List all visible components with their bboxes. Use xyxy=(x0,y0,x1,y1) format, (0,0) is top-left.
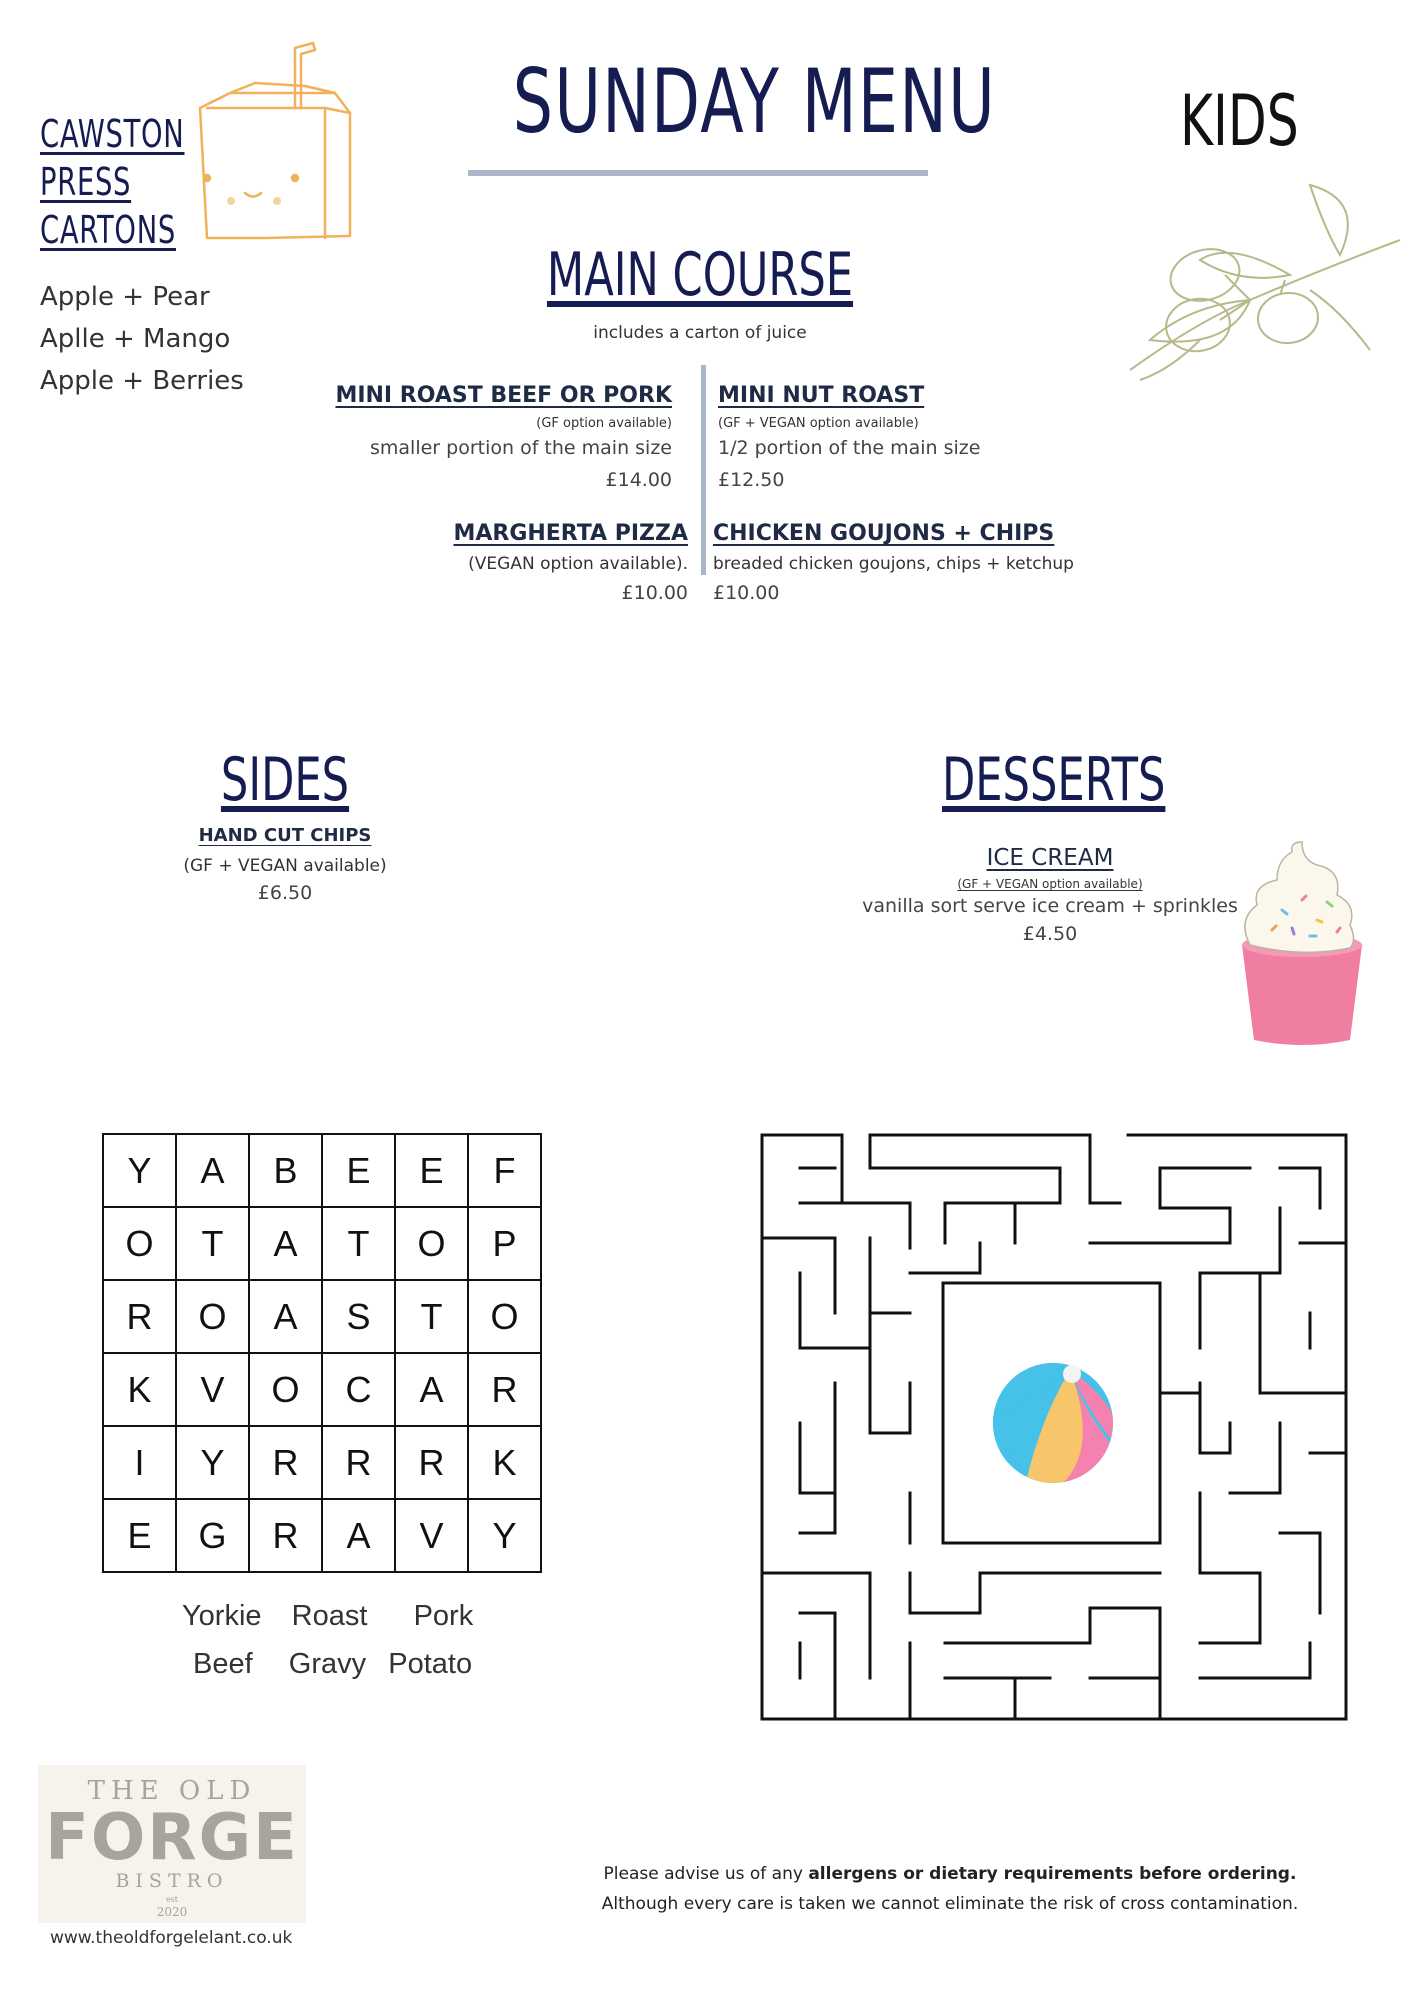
beach-ball-icon xyxy=(990,1360,1116,1486)
word-search-cell[interactable]: E xyxy=(395,1134,468,1207)
desserts-title-wrap xyxy=(900,745,1200,815)
word-search-cell[interactable]: Y xyxy=(103,1134,176,1207)
menu-item-goujons xyxy=(713,521,1133,604)
menu-item-roast xyxy=(260,383,672,491)
word-search-row xyxy=(103,1134,541,1207)
word-list-row-2 xyxy=(193,1648,472,1681)
sides-item-name: HAND CUT CHIPS xyxy=(198,825,372,846)
word-list-item: Beef xyxy=(193,1648,253,1680)
word-search-row xyxy=(103,1207,541,1280)
menu-item-desc: 1/2 portion of the main size xyxy=(718,437,981,459)
allergen-notice-line1 xyxy=(560,1859,1340,1889)
menu-item-name: MINI ROAST BEEF OR PORK xyxy=(335,383,672,408)
ice-cream-icon xyxy=(1232,840,1372,1045)
menu-item-name: CHICKEN GOUJONS + CHIPS xyxy=(713,521,1055,546)
word-search-cell[interactable]: G xyxy=(176,1499,249,1572)
menu-item-price: £10.00 xyxy=(713,582,780,604)
desserts-item-note: (GF + VEGAN option available) xyxy=(957,877,1143,891)
word-list-item: Yorkie xyxy=(182,1600,262,1632)
allergen-notice xyxy=(560,1859,1340,1919)
word-search-cell[interactable]: R xyxy=(395,1426,468,1499)
word-list-item: Potato xyxy=(388,1648,473,1680)
logo-est: est xyxy=(165,1895,179,1904)
menu-item-nut-roast xyxy=(718,383,1118,491)
menu-item-name: MARGHERTA PIZZA xyxy=(453,521,688,546)
word-search-cell[interactable]: O xyxy=(249,1353,322,1426)
word-search-cell[interactable]: K xyxy=(103,1353,176,1426)
menu-item-note: (GF option available) xyxy=(536,416,672,431)
allergen-notice-prefix: Please advise us of any xyxy=(603,1864,809,1884)
word-list-item: Roast xyxy=(291,1600,368,1632)
logo-line1: THE OLD xyxy=(87,1776,257,1806)
word-search-cell[interactable]: K xyxy=(468,1426,541,1499)
word-list-item: Pork xyxy=(413,1600,474,1632)
word-search-cell[interactable]: R xyxy=(468,1353,541,1426)
menu-item-price: £10.00 xyxy=(621,582,688,604)
logo-line3: BISTRO xyxy=(115,1870,229,1892)
word-search-cell[interactable]: A xyxy=(249,1207,322,1280)
desserts-item-price: £4.50 xyxy=(1022,923,1078,945)
word-search-cell[interactable]: O xyxy=(468,1280,541,1353)
word-search-cell[interactable]: V xyxy=(176,1353,249,1426)
olive-branch-icon xyxy=(1110,180,1410,390)
word-list-item: Gravy xyxy=(288,1648,367,1680)
menu-item-note: breaded chicken goujons, chips + ketchup xyxy=(713,554,1074,574)
word-search-row xyxy=(103,1499,541,1572)
word-search-cell[interactable]: T xyxy=(322,1207,395,1280)
word-search-cell[interactable]: T xyxy=(395,1280,468,1353)
page-title: SUNDAY MENU xyxy=(512,50,997,153)
title-underline xyxy=(468,170,928,176)
word-search-cell[interactable]: O xyxy=(103,1207,176,1280)
drink-item: Aplle + Mango xyxy=(40,324,231,354)
word-search-cell[interactable]: R xyxy=(322,1426,395,1499)
word-search-cell[interactable]: P xyxy=(468,1207,541,1280)
menu-item-note: (GF + VEGAN option available) xyxy=(718,416,919,431)
desserts-item-desc: vanilla sort serve ice cream + sprinkles xyxy=(862,895,1238,917)
menu-item-desc: smaller portion of the main size xyxy=(369,437,672,459)
logo-mark xyxy=(38,1765,306,1923)
drinks-title-line: PRESS xyxy=(40,160,132,204)
sides-title-wrap xyxy=(150,745,420,815)
drinks-title-line: CAWSTON xyxy=(40,112,185,156)
desserts-title: DESSERTS xyxy=(942,745,1166,815)
word-search-row xyxy=(103,1353,541,1426)
sides-item-note: (GF + VEGAN available) xyxy=(183,856,387,876)
drink-item: Apple + Berries xyxy=(40,366,244,396)
desserts-item-name: ICE CREAM xyxy=(986,845,1114,871)
menu-item-pizza xyxy=(290,521,688,604)
menu-item-note: (VEGAN option available). xyxy=(468,554,688,574)
logo-year: 2020 xyxy=(156,1905,188,1919)
word-search-cell[interactable]: Y xyxy=(176,1426,249,1499)
allergen-notice-bold: allergens or dietary requirements before ordering. xyxy=(808,1864,1297,1884)
main-course-header xyxy=(440,240,960,310)
word-search-cell[interactable]: V xyxy=(395,1499,468,1572)
juice-carton-icon xyxy=(195,38,360,243)
drinks-list xyxy=(40,276,244,402)
word-search-cell[interactable]: A xyxy=(249,1280,322,1353)
word-search-cell[interactable]: O xyxy=(395,1207,468,1280)
menu-item-price: £12.50 xyxy=(718,469,785,491)
word-search-grid xyxy=(102,1133,542,1573)
main-course-subtitle: includes a carton of juice xyxy=(593,323,807,343)
word-search-cell[interactable]: A xyxy=(322,1499,395,1572)
allergen-notice-line2: Although every care is taken we cannot eliminate the risk of cross contamination. xyxy=(601,1894,1299,1914)
word-search-cell[interactable]: S xyxy=(322,1280,395,1353)
sides-item-price: £6.50 xyxy=(257,882,313,904)
drinks-title-line: CARTONS xyxy=(40,208,176,252)
logo-line2: FORGE xyxy=(45,1801,299,1875)
word-list-row-1 xyxy=(182,1600,473,1633)
word-search-cell[interactable]: A xyxy=(395,1353,468,1426)
word-search-row xyxy=(103,1280,541,1353)
sides-title: SIDES xyxy=(220,745,350,815)
word-search-cell[interactable]: C xyxy=(322,1353,395,1426)
main-course-title: MAIN COURSE xyxy=(546,240,854,310)
sides-item xyxy=(150,825,420,904)
kids-label: KIDS xyxy=(1180,80,1299,162)
page-title-wrap xyxy=(440,50,997,160)
word-search-cell[interactable]: B xyxy=(249,1134,322,1207)
menu-item-name: MINI NUT ROAST xyxy=(718,383,925,408)
menu-divider xyxy=(701,365,706,575)
website-link[interactable]: www.theoldforgelelant.co.uk xyxy=(50,1928,293,1948)
word-search-cell[interactable]: Y xyxy=(468,1499,541,1572)
logo xyxy=(38,1765,306,1923)
word-search-cell[interactable]: I xyxy=(103,1426,176,1499)
word-search-cell[interactable]: O xyxy=(176,1280,249,1353)
word-search-cell[interactable]: R xyxy=(249,1426,322,1499)
word-search-row xyxy=(103,1426,541,1499)
word-search-cell[interactable]: E xyxy=(103,1499,176,1572)
word-search-cell[interactable]: T xyxy=(176,1207,249,1280)
word-search-cell[interactable]: E xyxy=(322,1134,395,1207)
word-search-cell[interactable]: R xyxy=(249,1499,322,1572)
word-search-cell[interactable]: F xyxy=(468,1134,541,1207)
desserts-item xyxy=(860,845,1240,945)
drink-item: Apple + Pear xyxy=(40,282,210,312)
menu-item-price: £14.00 xyxy=(605,469,672,491)
word-search-cell[interactable]: R xyxy=(103,1280,176,1353)
word-search-cell[interactable]: A xyxy=(176,1134,249,1207)
